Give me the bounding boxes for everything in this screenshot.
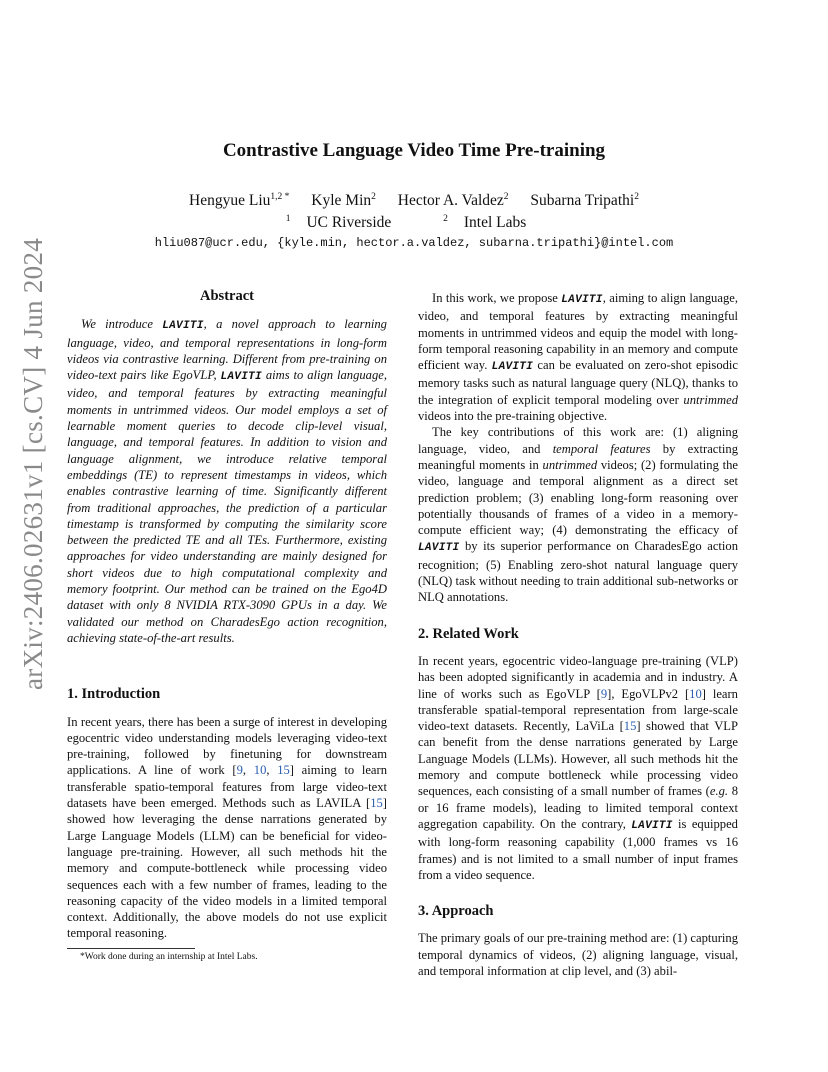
author: Subarna Tripathi$^2$ bbox=[530, 192, 639, 209]
model-name: LAVITI bbox=[561, 294, 603, 306]
author: Hector A. Valdez$^2$ bbox=[397, 192, 509, 209]
right-column bbox=[418, 290, 738, 979]
citation-link[interactable]: 9 bbox=[600, 686, 608, 701]
model-name: LAVITI bbox=[418, 542, 460, 555]
arxiv-side-stamp: arXiv:2406.02631v1 [cs.CV] 4 Jun 2024 bbox=[18, 237, 48, 690]
affiliation: $^2$ Intel Labs bbox=[443, 214, 527, 231]
section-heading-related-work: 2. Related Work bbox=[418, 625, 519, 642]
author-emails: hliu087@ucr.edu, {kyle.min, hector.a.valdez, subarna.tripathi}@intel.com bbox=[154, 236, 674, 250]
model-name: LAVITI bbox=[631, 819, 673, 832]
author-list bbox=[0, 192, 828, 210]
approach-paragraph: The primary goals of our pre-training method are: (1) capturing temporal dynamics of videos, (2) aligning language, visual, and temporal information at clip level, and (3) abil- bbox=[418, 931, 738, 978]
intro-paragraph: In recent years, there has been a surge of interest in developing egocentric video understanding models leveraging video-text pre-training, followed by finetuning for downstream applications. A line of work [9, 10, 15] aiming to learn transferable spatio-temporal features from large video-text datasets have been emerged. Methods such as LAVILA [15] showed how leveraging the dense narrations generated by Large Language Models (LLM) can be beneficial for video-language pre-training. However, all such methods hit the memory and compute-bottleneck while processing video sequences each with a few number of frames, leading to the reasoning capacity of the video models in a limited temporal context. Additionally, the above models do not use explicit temporal reasoning. bbox=[67, 714, 388, 941]
footnote-rule bbox=[67, 948, 195, 949]
citation-link[interactable]: 15 bbox=[370, 796, 383, 811]
author: Hengyue Liu$^{1,2 *}$ bbox=[189, 192, 290, 209]
citation-link[interactable]: 15 bbox=[623, 719, 637, 734]
citation-link[interactable]: 15 bbox=[277, 763, 290, 778]
model-name: LAVITI bbox=[162, 320, 204, 333]
citation-link[interactable]: 10 bbox=[253, 763, 267, 778]
related-work-paragraph: In recent years, egocentric video-language pre-training (VLP) has been adopted significantly in academia and in industry. A line of works such as EgoVLP [9], EgoVLPv2 [10] learn transferable spatial-temporal representation from large-scale video-text datasets. Recently, LaViLa [15] showed that VLP can benefit from the dense narrations generated by Large Language Models (LLMs). However, all such methods hit the memory and compute bottleneck while processing video sequences, each consisting of a small number of frames (e.g. 8 or 16 frame models), leading to limited temporal context aggregation capability. On the contrary, LAVITI is equipped with long-form reasoning capability (1,000 frames vs 16 frames) and is not limited to a small number of input frames from a video sequence. bbox=[418, 653, 738, 882]
section-heading-approach: 3. Approach bbox=[418, 903, 494, 920]
model-name: LAVITI bbox=[491, 361, 534, 374]
abstract-heading: Abstract bbox=[200, 288, 254, 304]
intro-paragraph: In this work, we propose LAVITI, aiming to align language, video, and temporal features by extracting meaningful moments in untrimmed videos and equip the model with long-form temporal reasoning capability in an memory and compute efficient way. LAVITI can be evaluated on zero-shot episodic memory tasks such as natural language query (NLQ), thanks to the integration of explicit temporal modeling over untrimmed videos into the pre-training objective. bbox=[418, 291, 738, 424]
citation-link[interactable]: 9 bbox=[236, 763, 243, 778]
affiliation: $^1$ UC Riverside bbox=[285, 214, 392, 231]
model-name: LAVITI bbox=[220, 371, 262, 384]
footnote: *Work done during an internship at Intel Labs. bbox=[80, 952, 258, 962]
citation-link[interactable]: 10 bbox=[689, 686, 702, 701]
left-column bbox=[67, 288, 387, 942]
abstract-text: We introduce LAVITI, a novel approach to learning language, video, and temporal representations in long-form videos via contrastive learning. Different from pre-training on video-text pairs like EgoVLP, LAVITI aims to align language, video, and temporal features by extracting meaningful moments in untrimmed videos. Our model employs a set of learnable moment queries to decode clip-level visual, language, and temporal features. In addition to vision and language alignment, we introduce relative temporal embeddings (TE) to represent timestamps in videos, which enables contrastive learning of time. Significantly different from traditional approaches, the prediction of a particular timestamp is transformed by computing the similarity score between the predicted TE and all TEs. Furthermore, existing approaches for video understanding are mainly designed for short videos due to high computational complexity and memory footprint. Our method can be trained on the Ego4D dataset with only 8 NVIDIA RTX-3090 GPUs in a day. We validated our method on CharadesEgo action recognition, achieving state-of-the-art results. bbox=[67, 317, 387, 645]
paper-title: Contrastive Language Video Time Pre-training bbox=[222, 140, 606, 161]
affiliations bbox=[0, 214, 828, 232]
contributions-paragraph: The key contributions of this work are: (1) aligning language, video, and temporal features by extracting meaningful moments in untrimmed videos; (2) formulating the video, language and temporal alignment as a direct set prediction problem; (3) enabling long-form reasoning over potentially thousands of frames of a video in a memory-compute efficient way; (4) demonstrating the efficacy of LAVITI by its superior performance on CharadesEgo action recognition; (5) Enabling zero-shot natural language query (NLQ) task without needing to train additional sub-networks or NLQ annotations. bbox=[418, 425, 738, 605]
author: Kyle Min$^2$ bbox=[311, 192, 376, 209]
section-heading-introduction: 1. Introduction bbox=[67, 686, 161, 703]
